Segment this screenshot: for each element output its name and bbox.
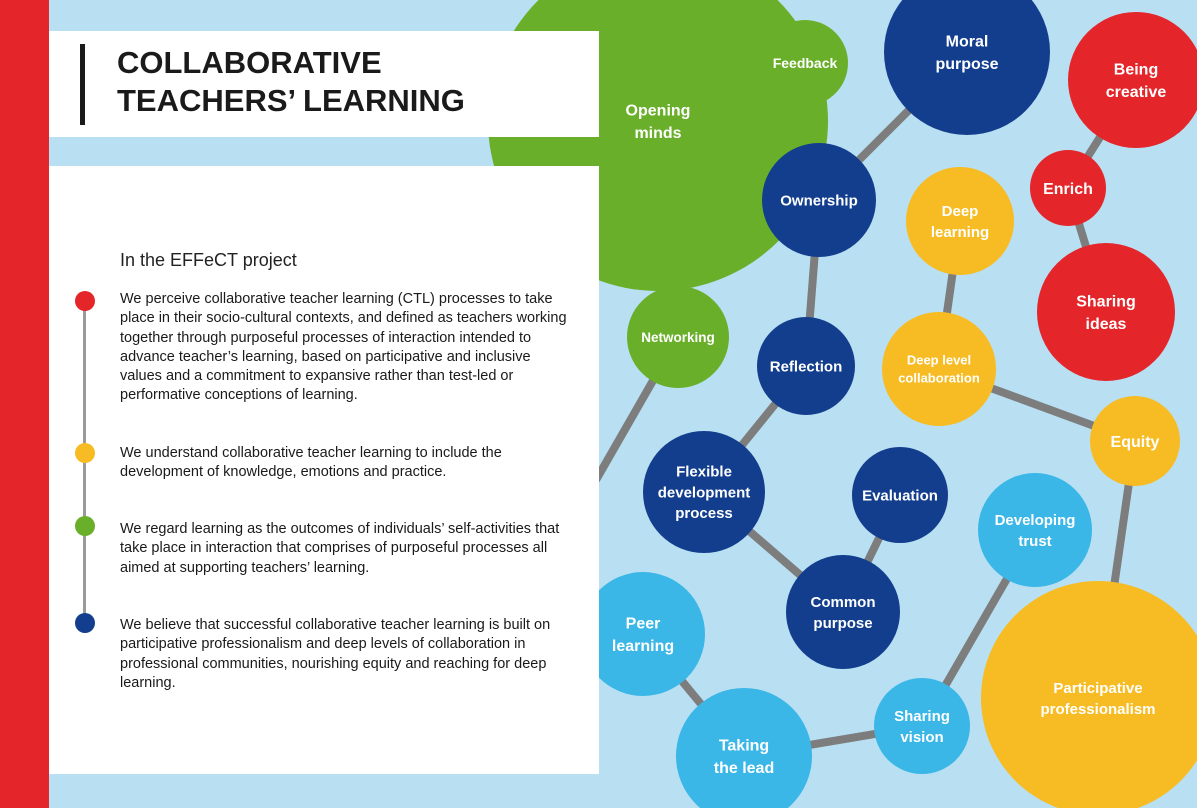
bubble-sharing-vision — [874, 678, 970, 774]
title-accent-bar — [80, 44, 85, 125]
bubble-label-networking: Networking — [641, 329, 715, 345]
bubble-label-flexible-development-process: process — [675, 505, 733, 523]
bubble-label-deep-learning: learning — [930, 223, 990, 241]
bubble-circle-sharing-vision — [874, 678, 970, 774]
bubble-label-moral-purpose: Moral — [945, 33, 989, 51]
bubble-circle-deep-level-collaboration — [882, 312, 996, 426]
bubble-participative-professionalism — [981, 581, 1197, 808]
title-line-1: COLLABORATIVE — [117, 45, 382, 80]
bubble-label-reflection: Reflection — [769, 358, 843, 376]
bubble-circle-sharing-ideas — [1037, 243, 1175, 381]
bubble-taking-the-lead — [676, 688, 812, 808]
title-line-2: TEACHERS’ LEARNING — [117, 83, 465, 118]
point-text-1: We perceive collaborative teacher learning (CTL) processes to take place in their socio-cultural contexts, and defined as teachers working together through purposeful processes of interaction intended to advance teacher’s learning, based on participative and inclusive values and a commitment to expansive rather than test-led or performative conceptions of learning. — [120, 291, 567, 404]
bubble-deep-level-collaboration — [882, 312, 996, 426]
bubble-label-sharing-vision: Sharing — [894, 708, 950, 726]
bubble-common-purpose — [786, 555, 900, 669]
bubble-circle-being-creative — [1068, 12, 1197, 148]
bubble-circle-common-purpose — [786, 555, 900, 669]
timeline-dot-1 — [75, 291, 95, 311]
bubble-label-developing-trust: trust — [1018, 532, 1052, 550]
bubble-label-taking-the-lead: Taking — [718, 737, 770, 755]
bubble-label-common-purpose: purpose — [813, 614, 873, 632]
bubble-label-peer-learning: Peer — [625, 615, 661, 633]
bubble-label-evaluation: Evaluation — [862, 487, 938, 505]
point-text-4: We believe that successful collaborative teacher learning is built on participative professionalism and deep levels of collaboration in professional communities, nourishing equity and reaching for deep learning. — [120, 617, 551, 691]
timeline-dot-3 — [75, 516, 95, 536]
bubble-sharing-ideas — [1037, 243, 1175, 381]
bubble-label-enrich: Enrich — [1043, 180, 1093, 198]
bubble-label-sharing-ideas: Sharing — [1076, 293, 1136, 311]
bubble-label-sharing-vision: vision — [900, 728, 944, 746]
bubble-label-participative-professionalism: Participative — [1053, 680, 1143, 698]
bubble-label-opening-minds: Opening — [625, 102, 691, 120]
bubble-label-feedback: Feedback — [772, 55, 838, 72]
bubble-label-equity: Equity — [1110, 433, 1160, 451]
bubble-deep-learning — [906, 167, 1014, 275]
bubble-label-flexible-development-process: Flexible — [676, 463, 732, 481]
page-title — [117, 44, 587, 120]
bubble-label-deep-level-collaboration: collaboration — [898, 370, 980, 386]
bubble-networking — [627, 286, 729, 388]
bubble-label-peer-learning: learning — [611, 637, 675, 655]
bubble-label-deep-learning: Deep — [941, 203, 979, 221]
bubble-label-moral-purpose: purpose — [935, 55, 999, 73]
timeline-dot-4 — [75, 613, 95, 633]
bubble-label-deep-level-collaboration: Deep level — [906, 352, 972, 368]
bubble-label-taking-the-lead: the lead — [713, 759, 775, 777]
bubble-reflection — [757, 317, 855, 415]
bubble-enrich — [1030, 150, 1106, 226]
bubble-label-ownership: Ownership — [780, 192, 858, 210]
bubble-label-developing-trust: Developing — [994, 512, 1076, 530]
bubble-label-flexible-development-process: development — [657, 484, 751, 502]
bubble-equity — [1090, 396, 1180, 486]
bubble-ownership — [762, 143, 876, 257]
bubble-being-creative — [1068, 12, 1197, 148]
left-accent-bar — [0, 0, 49, 808]
intro-heading: In the EFFeCT project — [120, 250, 297, 270]
bubble-label-being-creative: Being — [1113, 61, 1159, 79]
bubble-circle-peer-learning — [581, 572, 705, 696]
bubble-flexible-development-process — [643, 431, 765, 553]
timeline-dot-2 — [75, 443, 95, 463]
bubble-developing-trust — [978, 473, 1092, 587]
bubble-label-sharing-ideas: ideas — [1085, 315, 1127, 333]
bubble-label-participative-professionalism: professionalism — [1040, 700, 1156, 718]
bubble-evaluation — [852, 447, 948, 543]
bubble-peer-learning — [581, 572, 705, 696]
bubble-label-common-purpose: Common — [810, 594, 876, 612]
point-text-3: We regard learning as the outcomes of individuals’ self-activities that take place in interaction that comprises of purposeful processes all aimed at supporting teachers’ learning. — [120, 521, 560, 576]
bubble-label-opening-minds: minds — [634, 124, 682, 142]
bubble-feedback — [762, 20, 848, 106]
bubble-label-being-creative: creative — [1105, 83, 1167, 101]
point-text-2: We understand collaborative teacher learning to include the development of knowledge, emotions and practice. — [120, 445, 502, 481]
bubble-circle-deep-learning — [906, 167, 1014, 275]
bubble-circle-developing-trust — [978, 473, 1092, 587]
